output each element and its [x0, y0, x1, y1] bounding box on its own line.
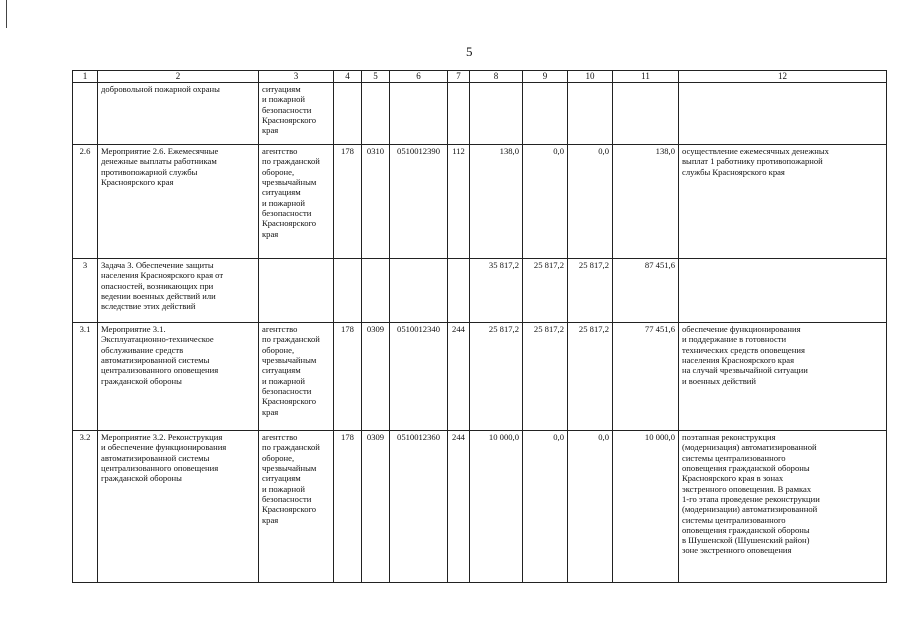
amount-year-1: 10 000,0 — [470, 431, 523, 583]
amount-year-3 — [568, 83, 613, 145]
grbs-code: 178 — [334, 323, 362, 431]
responsible-agency — [259, 259, 334, 323]
amount-year-3: 25 817,2 — [568, 323, 613, 431]
column-header: 8 — [470, 71, 523, 83]
section-code: 0310 — [362, 145, 390, 259]
task-name: Задача 3. Обеспечение защиты населения Красноярского края от опасностей, возникающих при ведении военных действий или вследствие этих действий — [98, 259, 259, 323]
table-row — [73, 259, 887, 323]
column-header: 1 — [73, 71, 98, 83]
amount-year-2 — [523, 83, 568, 145]
amount-year-1: 138,0 — [470, 145, 523, 259]
grbs-code — [334, 259, 362, 323]
row-number: 3.1 — [73, 323, 98, 431]
amount-year-3: 0,0 — [568, 431, 613, 583]
section-code — [362, 259, 390, 323]
column-header: 4 — [334, 71, 362, 83]
section-code: 0309 — [362, 431, 390, 583]
column-header: 10 — [568, 71, 613, 83]
amount-year-1 — [470, 83, 523, 145]
column-header: 5 — [362, 71, 390, 83]
expected-result: осуществление ежемесячных денежных выплат 1 работнику противопожарной службы Красноярского края — [679, 145, 887, 259]
amount-total: 77 451,6 — [613, 323, 679, 431]
expected-result: поэтапная реконструкция (модернизация) автоматизированной системы централизованного оповещения гражданской обороны Красноярского края в зонах экстренного оповещения. В рамках 1-го этапа проведение реконструкции (модернизации) автоматизированной системы централизованного оповещения гражданской обороны в Шушенской (Шушенский район) зоне экстренного оповещения — [679, 431, 887, 583]
column-header: 2 — [98, 71, 259, 83]
expense-type-code — [448, 259, 470, 323]
expected-result: обеспечение функционирования и поддержание в готовности технических средств оповещения населения Красноярского края на случай чрезвычайной ситуации и военных действий — [679, 323, 887, 431]
target-code — [390, 259, 448, 323]
grbs-code: 178 — [334, 431, 362, 583]
column-header: 7 — [448, 71, 470, 83]
activity-name: Мероприятие 2.6. Ежемесячные денежные выплаты работникам противопожарной службы Красноярского края — [98, 145, 259, 259]
amount-total: 138,0 — [613, 145, 679, 259]
column-header: 6 — [390, 71, 448, 83]
activity-name: добровольной пожарной охраны — [98, 83, 259, 145]
table-row — [73, 431, 887, 583]
grbs-code — [334, 83, 362, 145]
expected-result — [679, 83, 887, 145]
table-row — [73, 323, 887, 431]
expense-type-code — [448, 83, 470, 145]
row-number: 2.6 — [73, 145, 98, 259]
amount-year-1: 25 817,2 — [470, 323, 523, 431]
table-header-row — [73, 71, 887, 83]
expense-type-code: 244 — [448, 431, 470, 583]
amount-year-2: 0,0 — [523, 431, 568, 583]
expected-result — [679, 259, 887, 323]
responsible-agency: агентство по гражданской обороне, чрезвычайным ситуациям и пожарной безопасности Красноярского края — [259, 145, 334, 259]
amount-total — [613, 83, 679, 145]
section-code: 0309 — [362, 323, 390, 431]
target-code: 0510012340 — [390, 323, 448, 431]
row-number: 3.2 — [73, 431, 98, 583]
amount-year-3: 25 817,2 — [568, 259, 613, 323]
column-header: 12 — [679, 71, 887, 83]
scan-edge-mark — [6, 0, 7, 28]
target-code: 0510012390 — [390, 145, 448, 259]
row-number: 3 — [73, 259, 98, 323]
amount-year-1: 35 817,2 — [470, 259, 523, 323]
table-row — [73, 83, 887, 145]
amount-total: 87 451,6 — [613, 259, 679, 323]
column-header: 3 — [259, 71, 334, 83]
amount-total: 10 000,0 — [613, 431, 679, 583]
activity-name: Мероприятие 3.1. Эксплуатационно-техническое обслуживание средств автоматизированной системы централизованного оповещения гражданской обороны — [98, 323, 259, 431]
responsible-agency: агентство по гражданской обороне, чрезвычайным ситуациям и пожарной безопасности Красноярского края — [259, 323, 334, 431]
program-activities-table — [72, 70, 887, 583]
target-code — [390, 83, 448, 145]
amount-year-3: 0,0 — [568, 145, 613, 259]
page-number: 5 — [466, 44, 473, 59]
section-code — [362, 83, 390, 145]
table-row — [73, 145, 887, 259]
grbs-code: 178 — [334, 145, 362, 259]
activity-name: Мероприятие 3.2. Реконструкция и обеспечение функционирования автоматизированной системы централизованного оповещения гражданской обороны — [98, 431, 259, 583]
column-header: 9 — [523, 71, 568, 83]
amount-year-2: 25 817,2 — [523, 323, 568, 431]
amount-year-2: 25 817,2 — [523, 259, 568, 323]
row-number — [73, 83, 98, 145]
target-code: 0510012360 — [390, 431, 448, 583]
responsible-agency: ситуациям и пожарной безопасности Красноярского края — [259, 83, 334, 145]
amount-year-2: 0,0 — [523, 145, 568, 259]
column-header: 11 — [613, 71, 679, 83]
responsible-agency: агентство по гражданской обороне, чрезвычайным ситуациям и пожарной безопасности Красноярского края — [259, 431, 334, 583]
expense-type-code: 112 — [448, 145, 470, 259]
expense-type-code: 244 — [448, 323, 470, 431]
